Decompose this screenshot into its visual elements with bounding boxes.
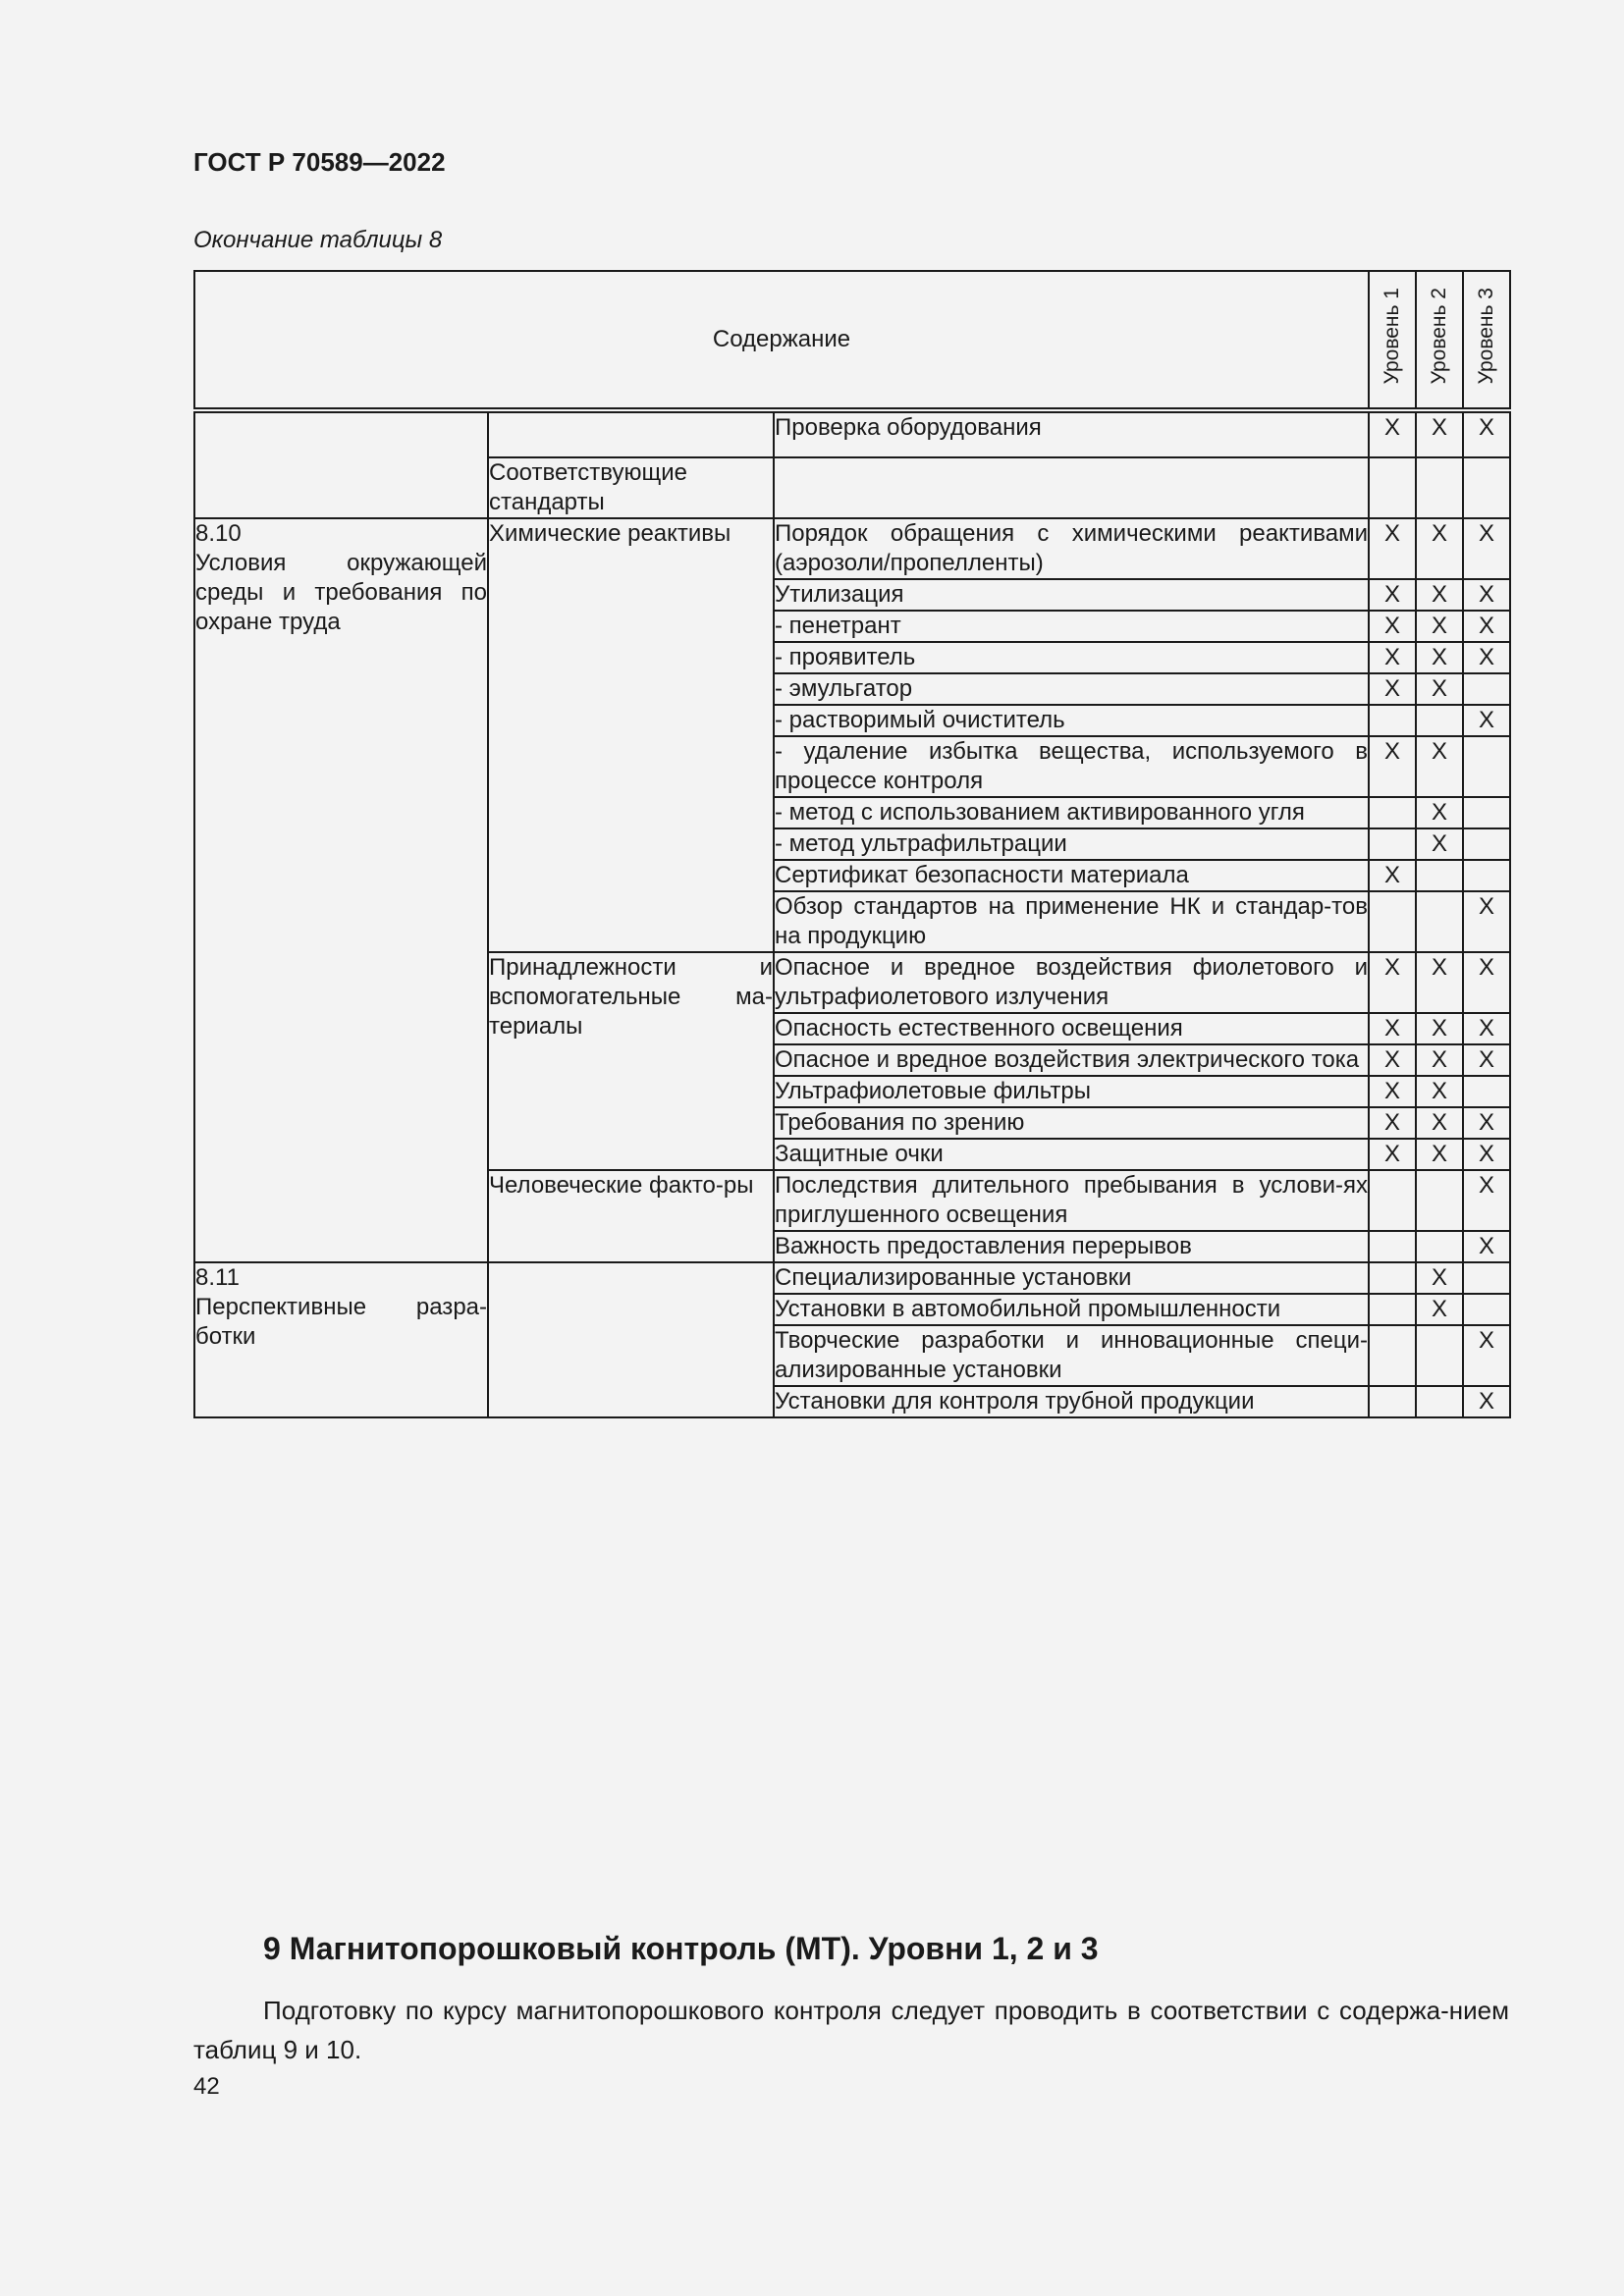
level-2-mark bbox=[1416, 1325, 1463, 1386]
level-1-mark: X bbox=[1369, 410, 1416, 457]
level-2-mark: X bbox=[1416, 611, 1463, 642]
level-1-mark: X bbox=[1369, 673, 1416, 705]
level-2-mark: X bbox=[1416, 828, 1463, 860]
level-3-mark: X bbox=[1463, 952, 1510, 1013]
level-3-mark: X bbox=[1463, 1170, 1510, 1231]
level-3-mark: X bbox=[1463, 579, 1510, 611]
level-3-mark: X bbox=[1463, 1044, 1510, 1076]
level-2-mark bbox=[1416, 1231, 1463, 1262]
level-2-mark bbox=[1416, 457, 1463, 518]
table-row bbox=[194, 1262, 1510, 1294]
header-level-2: Уровень 2 bbox=[1416, 271, 1463, 410]
content-cell: Защитные очки bbox=[774, 1139, 1369, 1170]
level-3-mark: X bbox=[1463, 642, 1510, 673]
table-caption: Окончание таблицы 8 bbox=[193, 227, 443, 253]
section-heading: 9 Магнитопорошковый контроль (МТ). Уровни 1, 2 и 3 bbox=[263, 1931, 1099, 1966]
level-3-mark: X bbox=[1463, 1325, 1510, 1386]
subsection-chemicals: Химические реактивы bbox=[488, 518, 774, 952]
content-cell: Творческие разработки и инновационные специ-ализированные установки bbox=[774, 1325, 1369, 1386]
content-cell: Важность предоставления перерывов bbox=[774, 1231, 1369, 1262]
level-2-mark: X bbox=[1416, 1294, 1463, 1325]
level-2-mark: X bbox=[1416, 518, 1463, 579]
level-3-mark bbox=[1463, 1076, 1510, 1107]
header-level-3: Уровень 3 bbox=[1463, 271, 1510, 410]
document-id: ГОСТ Р 70589—2022 bbox=[193, 147, 446, 177]
content-cell: Специализированные установки bbox=[774, 1262, 1369, 1294]
level-1-mark bbox=[1369, 1325, 1416, 1386]
level-1-mark: X bbox=[1369, 860, 1416, 891]
level-3-mark: X bbox=[1463, 1231, 1510, 1262]
level-1-mark bbox=[1369, 1170, 1416, 1231]
level-2-mark bbox=[1416, 891, 1463, 952]
table-header-row bbox=[194, 271, 1510, 410]
header-content: Содержание bbox=[194, 271, 1369, 410]
level-1-mark: X bbox=[1369, 1076, 1416, 1107]
content-cell: Опасность естественного освещения bbox=[774, 1013, 1369, 1044]
level-2-mark bbox=[1416, 705, 1463, 736]
level-1-mark bbox=[1369, 1231, 1416, 1262]
level-3-mark bbox=[1463, 828, 1510, 860]
level-3-mark: X bbox=[1463, 1013, 1510, 1044]
level-1-mark: X bbox=[1369, 736, 1416, 797]
level-3-mark: X bbox=[1463, 518, 1510, 579]
level-2-mark: X bbox=[1416, 642, 1463, 673]
level-3-mark bbox=[1463, 1294, 1510, 1325]
level-2-mark: X bbox=[1416, 410, 1463, 457]
level-1-mark bbox=[1369, 1294, 1416, 1325]
section-title: Перспективные разра-ботки bbox=[195, 1294, 487, 1350]
subsection-human-factors: Человеческие факто-ры bbox=[488, 1170, 774, 1262]
level-1-mark: X bbox=[1369, 1139, 1416, 1170]
content-cell: Опасное и вредное воздействия электрического тока bbox=[774, 1044, 1369, 1076]
content-cell: Утилизация bbox=[774, 579, 1369, 611]
level-1-mark bbox=[1369, 457, 1416, 518]
level-2-mark: X bbox=[1416, 1139, 1463, 1170]
level-1-mark: X bbox=[1369, 579, 1416, 611]
level-3-mark bbox=[1463, 797, 1510, 828]
content-cell: Ультрафиолетовые фильтры bbox=[774, 1076, 1369, 1107]
level-3-mark bbox=[1463, 736, 1510, 797]
level-3-mark bbox=[1463, 1262, 1510, 1294]
content-cell: - проявитель bbox=[774, 642, 1369, 673]
level-2-mark: X bbox=[1416, 736, 1463, 797]
table-row bbox=[194, 410, 1510, 457]
level-3-mark: X bbox=[1463, 891, 1510, 952]
level-2-mark: X bbox=[1416, 1044, 1463, 1076]
content-cell: Опасное и вредное воздействия фиолетового и ультрафиолетового излучения bbox=[774, 952, 1369, 1013]
level-2-mark: X bbox=[1416, 797, 1463, 828]
subsection-accessories: Принадлежности и вспомогательные ма-териалы bbox=[488, 952, 774, 1170]
content-cell: Установки для контроля трубной продукции bbox=[774, 1386, 1369, 1417]
content-cell: - эмульгатор bbox=[774, 673, 1369, 705]
level-2-mark bbox=[1416, 860, 1463, 891]
content-cell: - удаление избытка вещества, используемого в процессе контроля bbox=[774, 736, 1369, 797]
level-1-mark bbox=[1369, 828, 1416, 860]
content-cell: Требования по зрению bbox=[774, 1107, 1369, 1139]
level-3-mark bbox=[1463, 673, 1510, 705]
level-3-mark: X bbox=[1463, 1386, 1510, 1417]
section-paragraph: Подготовку по курсу магнитопорошкового контроля следует проводить в соответствии с содержа-нием таблиц 9 и 10. bbox=[193, 1996, 1509, 2064]
section-title: Условия окружающей среды и требования по охране труда bbox=[195, 550, 487, 635]
header-level-1: Уровень 1 bbox=[1369, 271, 1416, 410]
content-cell: - растворимый очиститель bbox=[774, 705, 1369, 736]
content-cell: - метод ультрафильтрации bbox=[774, 828, 1369, 860]
level-2-mark: X bbox=[1416, 1076, 1463, 1107]
content-cell: Сертификат безопасности материала bbox=[774, 860, 1369, 891]
level-1-mark: X bbox=[1369, 1107, 1416, 1139]
level-2-mark: X bbox=[1416, 1262, 1463, 1294]
level-3-mark: X bbox=[1463, 1139, 1510, 1170]
content-cell: - метод с использованием активированного угля bbox=[774, 797, 1369, 828]
level-1-mark: X bbox=[1369, 1044, 1416, 1076]
level-1-mark bbox=[1369, 797, 1416, 828]
level-2-mark: X bbox=[1416, 1107, 1463, 1139]
level-2-mark bbox=[1416, 1386, 1463, 1417]
level-2-mark bbox=[1416, 1170, 1463, 1231]
level-1-mark: X bbox=[1369, 611, 1416, 642]
section-number: 8.11 bbox=[195, 1264, 240, 1291]
level-3-mark: X bbox=[1463, 705, 1510, 736]
level-3-mark bbox=[1463, 860, 1510, 891]
content-cell: Проверка оборудования bbox=[774, 410, 1369, 457]
content-cell: Порядок обращения с химическими реактивами (аэрозоли/пропелленты) bbox=[774, 518, 1369, 579]
level-2-mark: X bbox=[1416, 952, 1463, 1013]
content-cell-empty bbox=[774, 457, 1369, 518]
level-1-mark bbox=[1369, 1386, 1416, 1417]
level-1-mark: X bbox=[1369, 1013, 1416, 1044]
content-cell: Обзор стандартов на применение НК и стандар-тов на продукцию bbox=[774, 891, 1369, 952]
level-3-mark: X bbox=[1463, 1107, 1510, 1139]
section-number: 8.10 bbox=[195, 520, 242, 547]
level-3-mark bbox=[1463, 457, 1510, 518]
level-1-mark: X bbox=[1369, 518, 1416, 579]
content-cell: Последствия длительного пребывания в услови-ях приглушенного освещения bbox=[774, 1170, 1369, 1231]
level-2-mark: X bbox=[1416, 673, 1463, 705]
subsection-cell-empty bbox=[488, 1262, 774, 1417]
content-cell: Установки в автомобильной промышленности bbox=[774, 1294, 1369, 1325]
page-number: 42 bbox=[193, 2073, 220, 2100]
level-1-mark: X bbox=[1369, 642, 1416, 673]
section-cell-empty bbox=[194, 410, 488, 518]
section-8-11-cell bbox=[194, 1262, 488, 1417]
level-2-mark: X bbox=[1416, 1013, 1463, 1044]
subsection-cell-empty bbox=[488, 410, 774, 457]
level-1-mark bbox=[1369, 705, 1416, 736]
table-row bbox=[194, 518, 1510, 579]
content-cell: - пенетрант bbox=[774, 611, 1369, 642]
level-1-mark: X bbox=[1369, 952, 1416, 1013]
level-2-mark: X bbox=[1416, 579, 1463, 611]
level-1-mark bbox=[1369, 1262, 1416, 1294]
level-3-mark: X bbox=[1463, 611, 1510, 642]
subsection-cell: Соответствующие стандарты bbox=[488, 457, 774, 518]
section-8-10-cell bbox=[194, 518, 488, 1262]
requirements-table bbox=[193, 270, 1511, 1418]
level-3-mark: X bbox=[1463, 410, 1510, 457]
level-1-mark bbox=[1369, 891, 1416, 952]
